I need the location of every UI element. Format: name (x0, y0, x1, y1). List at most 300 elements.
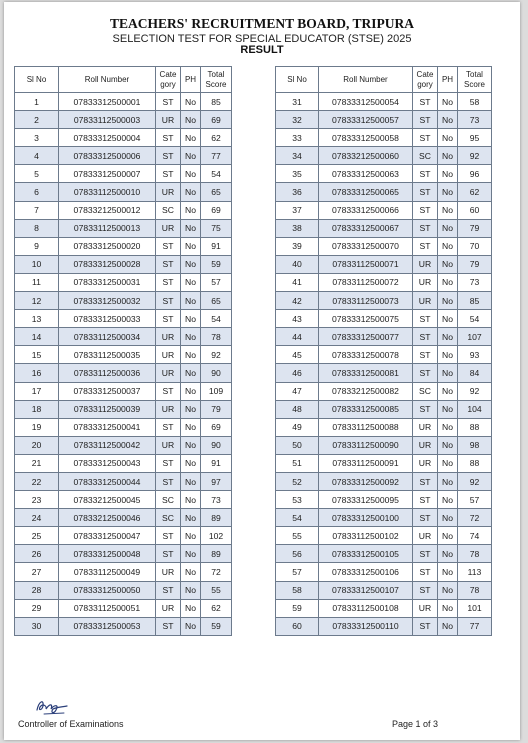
cell-ph: No (181, 563, 201, 581)
cell-category: SC (156, 491, 181, 509)
cell-total-score: 91 (201, 237, 232, 255)
cell-category: UR (156, 328, 181, 346)
cell-roll-number: 07833312500004 (59, 129, 156, 147)
cell-category: UR (156, 183, 181, 201)
cell-roll-number: 07833312500110 (319, 617, 413, 635)
cell-sl-no: 56 (276, 545, 319, 563)
cell-ph: No (438, 273, 458, 291)
cell-category: ST (413, 509, 438, 527)
cell-ph: No (438, 581, 458, 599)
cell-category: ST (413, 310, 438, 328)
table-row (276, 273, 492, 291)
cell-total-score: 79 (458, 255, 492, 273)
cell-category: ST (156, 93, 181, 111)
cell-ph: No (181, 346, 201, 364)
cell-total-score: 59 (201, 617, 232, 635)
cell-roll-number: 07833312500037 (59, 382, 156, 400)
cell-ph: No (438, 509, 458, 527)
table-row (276, 472, 492, 490)
cell-sl-no: 13 (15, 310, 59, 328)
table-row (276, 219, 492, 237)
cell-sl-no: 2 (15, 111, 59, 129)
cell-ph: No (438, 563, 458, 581)
cell-category: ST (156, 545, 181, 563)
document-header (4, 16, 520, 56)
table-row (276, 183, 492, 201)
table-row (276, 129, 492, 147)
cell-category: ST (413, 617, 438, 635)
cell-category: ST (413, 201, 438, 219)
cell-category: ST (156, 310, 181, 328)
cell-sl-no: 58 (276, 581, 319, 599)
cell-total-score: 69 (201, 111, 232, 129)
table-row (276, 328, 492, 346)
cell-ph: No (438, 292, 458, 310)
cell-sl-no: 18 (15, 400, 59, 418)
table-row (15, 563, 232, 581)
cell-roll-number: 07833312500054 (319, 93, 413, 111)
cell-ph: No (438, 165, 458, 183)
cell-ph: No (438, 454, 458, 472)
cell-ph: No (181, 509, 201, 527)
cell-sl-no: 28 (15, 581, 59, 599)
cell-roll-number: 07833312500067 (319, 219, 413, 237)
cell-ph: No (181, 255, 201, 273)
col-header-roll-number: Roll Number (319, 67, 413, 93)
cell-sl-no: 30 (15, 617, 59, 635)
cell-ph: No (438, 93, 458, 111)
cell-ph: No (181, 310, 201, 328)
table-row (276, 346, 492, 364)
cell-sl-no: 43 (276, 310, 319, 328)
cell-roll-number: 07833312500063 (319, 165, 413, 183)
cell-roll-number: 07833112500035 (59, 346, 156, 364)
cell-total-score: 73 (458, 273, 492, 291)
cell-sl-no: 6 (15, 183, 59, 201)
cell-roll-number: 07833112500013 (59, 219, 156, 237)
cell-roll-number: 07833312500100 (319, 509, 413, 527)
signature-image (34, 695, 74, 717)
cell-category: ST (156, 472, 181, 490)
cell-sl-no: 4 (15, 147, 59, 165)
document-page (4, 2, 520, 740)
table-row (276, 527, 492, 545)
cell-roll-number: 07833212500060 (319, 147, 413, 165)
cell-sl-no: 31 (276, 93, 319, 111)
cell-roll-number: 07833112500090 (319, 436, 413, 454)
cell-ph: No (438, 346, 458, 364)
cell-category: UR (413, 436, 438, 454)
cell-total-score: 72 (201, 563, 232, 581)
cell-total-score: 65 (201, 292, 232, 310)
cell-ph: No (438, 436, 458, 454)
cell-total-score: 89 (201, 509, 232, 527)
cell-total-score: 92 (458, 147, 492, 165)
cell-total-score: 69 (201, 418, 232, 436)
cell-total-score: 84 (458, 364, 492, 382)
cell-category: ST (156, 527, 181, 545)
cell-total-score: 89 (201, 545, 232, 563)
cell-ph: No (181, 219, 201, 237)
table-header-row (15, 67, 232, 93)
cell-category: UR (156, 563, 181, 581)
cell-ph: No (181, 147, 201, 165)
cell-sl-no: 51 (276, 454, 319, 472)
cell-category: ST (413, 346, 438, 364)
cell-sl-no: 44 (276, 328, 319, 346)
cell-ph: No (181, 491, 201, 509)
cell-total-score: 62 (458, 183, 492, 201)
cell-roll-number: 07833312500077 (319, 328, 413, 346)
cell-category: UR (413, 255, 438, 273)
cell-total-score: 102 (201, 527, 232, 545)
table-row (15, 364, 232, 382)
cell-roll-number: 07833312500107 (319, 581, 413, 599)
table-row (15, 255, 232, 273)
cell-total-score: 54 (201, 165, 232, 183)
cell-ph: No (181, 111, 201, 129)
cell-category: ST (413, 581, 438, 599)
cell-total-score: 92 (201, 346, 232, 364)
cell-sl-no: 24 (15, 509, 59, 527)
cell-sl-no: 46 (276, 364, 319, 382)
cell-total-score: 95 (458, 129, 492, 147)
table-row (276, 382, 492, 400)
cell-roll-number: 07833312500048 (59, 545, 156, 563)
cell-ph: No (181, 93, 201, 111)
cell-total-score: 98 (458, 436, 492, 454)
cell-category: ST (413, 364, 438, 382)
table-row (15, 328, 232, 346)
table-row (15, 581, 232, 599)
cell-category: ST (156, 581, 181, 599)
cell-sl-no: 48 (276, 400, 319, 418)
cell-ph: No (438, 545, 458, 563)
cell-ph: No (181, 436, 201, 454)
cell-ph: No (181, 472, 201, 490)
cell-sl-no: 35 (276, 165, 319, 183)
table-row (276, 310, 492, 328)
cell-sl-no: 49 (276, 418, 319, 436)
table-row (15, 599, 232, 617)
cell-total-score: 96 (458, 165, 492, 183)
table-row (15, 273, 232, 291)
cell-category: UR (413, 599, 438, 617)
cell-sl-no: 14 (15, 328, 59, 346)
cell-total-score: 69 (201, 201, 232, 219)
table-row (15, 219, 232, 237)
cell-roll-number: 07833312500095 (319, 491, 413, 509)
cell-category: ST (156, 418, 181, 436)
cell-ph: No (438, 418, 458, 436)
cell-ph: No (181, 364, 201, 382)
table-row (15, 418, 232, 436)
cell-ph: No (181, 165, 201, 183)
cell-category: ST (156, 147, 181, 165)
cell-ph: No (438, 599, 458, 617)
cell-ph: No (181, 328, 201, 346)
table-row (15, 165, 232, 183)
cell-total-score: 73 (201, 491, 232, 509)
cell-category: UR (156, 111, 181, 129)
cell-roll-number: 07833312500081 (319, 364, 413, 382)
cell-total-score: 78 (458, 581, 492, 599)
cell-ph: No (438, 201, 458, 219)
table-row (276, 581, 492, 599)
cell-roll-number: 07833312500092 (319, 472, 413, 490)
cell-total-score: 65 (201, 183, 232, 201)
cell-total-score: 97 (201, 472, 232, 490)
table-row (15, 292, 232, 310)
cell-category: ST (156, 237, 181, 255)
cell-sl-no: 22 (15, 472, 59, 490)
table-row (15, 93, 232, 111)
cell-total-score: 57 (458, 491, 492, 509)
cell-total-score: 91 (201, 454, 232, 472)
table-row (15, 491, 232, 509)
cell-sl-no: 39 (276, 237, 319, 255)
cell-category: UR (156, 346, 181, 364)
cell-ph: No (181, 545, 201, 563)
cell-sl-no: 3 (15, 129, 59, 147)
cell-total-score: 85 (458, 292, 492, 310)
cell-sl-no: 42 (276, 292, 319, 310)
cell-roll-number: 07833312500106 (319, 563, 413, 581)
table-row (276, 545, 492, 563)
cell-ph: No (438, 219, 458, 237)
col-header-category: Cate gory (413, 67, 438, 93)
table-row (15, 111, 232, 129)
cell-ph: No (181, 581, 201, 599)
cell-category: UR (413, 454, 438, 472)
cell-ph: No (181, 237, 201, 255)
table-row (276, 491, 492, 509)
cell-roll-number: 07833112500108 (319, 599, 413, 617)
cell-total-score: 62 (201, 599, 232, 617)
cell-sl-no: 19 (15, 418, 59, 436)
cell-ph: No (438, 328, 458, 346)
table-row (15, 509, 232, 527)
cell-category: UR (413, 273, 438, 291)
result-table-left (14, 66, 232, 636)
cell-total-score: 93 (458, 346, 492, 364)
cell-roll-number: 07833112500072 (319, 273, 413, 291)
cell-category: SC (413, 147, 438, 165)
cell-roll-number: 07833112500003 (59, 111, 156, 129)
cell-ph: No (438, 147, 458, 165)
cell-ph: No (181, 454, 201, 472)
cell-total-score: 88 (458, 418, 492, 436)
cell-roll-number: 07833312500032 (59, 292, 156, 310)
table-row (15, 400, 232, 418)
table-row (276, 165, 492, 183)
cell-roll-number: 07833112500010 (59, 183, 156, 201)
col-header-total-score: Total Score (201, 67, 232, 93)
col-header-category: Cate gory (156, 67, 181, 93)
cell-roll-number: 07833112500042 (59, 436, 156, 454)
cell-sl-no: 20 (15, 436, 59, 454)
cell-ph: No (438, 237, 458, 255)
cell-roll-number: 07833312500053 (59, 617, 156, 635)
cell-roll-number: 07833112500102 (319, 527, 413, 545)
cell-sl-no: 52 (276, 472, 319, 490)
cell-ph: No (181, 382, 201, 400)
cell-roll-number: 07833312500041 (59, 418, 156, 436)
cell-category: ST (156, 292, 181, 310)
cell-roll-number: 07833312500047 (59, 527, 156, 545)
cell-ph: No (181, 273, 201, 291)
table-row (15, 310, 232, 328)
table-row (15, 382, 232, 400)
table-row (15, 147, 232, 165)
cell-sl-no: 11 (15, 273, 59, 291)
cell-ph: No (438, 129, 458, 147)
table-row (276, 509, 492, 527)
cell-total-score: 60 (458, 201, 492, 219)
cell-category: SC (156, 509, 181, 527)
table-row (15, 436, 232, 454)
cell-ph: No (438, 617, 458, 635)
cell-roll-number: 07833312500033 (59, 310, 156, 328)
cell-category: ST (156, 255, 181, 273)
cell-total-score: 113 (458, 563, 492, 581)
cell-category: ST (413, 111, 438, 129)
cell-sl-no: 25 (15, 527, 59, 545)
cell-category: ST (413, 563, 438, 581)
cell-ph: No (438, 400, 458, 418)
cell-category: UR (156, 364, 181, 382)
cell-total-score: 72 (458, 509, 492, 527)
cell-category: ST (413, 237, 438, 255)
cell-roll-number: 07833312500007 (59, 165, 156, 183)
cell-category: ST (413, 219, 438, 237)
cell-sl-no: 21 (15, 454, 59, 472)
cell-total-score: 57 (201, 273, 232, 291)
cell-ph: No (181, 617, 201, 635)
cell-total-score: 74 (458, 527, 492, 545)
cell-total-score: 88 (458, 454, 492, 472)
cell-total-score: 101 (458, 599, 492, 617)
board-title: TEACHERS' RECRUITMENT BOARD, TRIPURA (109, 16, 415, 31)
cell-roll-number: 07833312500050 (59, 581, 156, 599)
cell-roll-number: 07833112500091 (319, 454, 413, 472)
cell-ph: No (438, 111, 458, 129)
cell-roll-number: 07833112500034 (59, 328, 156, 346)
cell-category: ST (413, 545, 438, 563)
table-row (276, 454, 492, 472)
cell-ph: No (181, 201, 201, 219)
cell-sl-no: 16 (15, 364, 59, 382)
cell-sl-no: 54 (276, 509, 319, 527)
table-row (15, 545, 232, 563)
table-row (276, 599, 492, 617)
cell-ph: No (438, 310, 458, 328)
cell-sl-no: 41 (276, 273, 319, 291)
cell-category: ST (413, 129, 438, 147)
cell-total-score: 58 (458, 93, 492, 111)
result-table-right (275, 66, 492, 636)
cell-total-score: 77 (458, 617, 492, 635)
cell-ph: No (438, 472, 458, 490)
cell-total-score: 92 (458, 472, 492, 490)
cell-category: SC (156, 201, 181, 219)
cell-ph: No (181, 129, 201, 147)
cell-roll-number: 07833112500049 (59, 563, 156, 581)
cell-roll-number: 07833312500001 (59, 93, 156, 111)
cell-category: UR (413, 527, 438, 545)
col-header-sl-no: Sl No (276, 67, 319, 93)
table-row (276, 201, 492, 219)
table-row (15, 454, 232, 472)
table-row (15, 472, 232, 490)
cell-sl-no: 47 (276, 382, 319, 400)
table-row (276, 93, 492, 111)
cell-category: ST (413, 183, 438, 201)
table-row (15, 237, 232, 255)
cell-roll-number: 07833212500012 (59, 201, 156, 219)
cell-sl-no: 8 (15, 219, 59, 237)
result-heading: RESULT (240, 44, 284, 56)
cell-category: ST (413, 400, 438, 418)
cell-sl-no: 53 (276, 491, 319, 509)
cell-sl-no: 38 (276, 219, 319, 237)
cell-sl-no: 60 (276, 617, 319, 635)
cell-ph: No (181, 599, 201, 617)
cell-total-score: 79 (201, 400, 232, 418)
cell-total-score: 73 (458, 111, 492, 129)
cell-total-score: 78 (201, 328, 232, 346)
table-row (15, 201, 232, 219)
table-row (276, 255, 492, 273)
controller-of-examinations-label: Controller of Examinations (18, 719, 124, 729)
cell-sl-no: 17 (15, 382, 59, 400)
cell-category: ST (413, 472, 438, 490)
cell-category: ST (156, 165, 181, 183)
cell-total-score: 85 (201, 93, 232, 111)
cell-total-score: 54 (201, 310, 232, 328)
cell-roll-number: 07833212500082 (319, 382, 413, 400)
col-header-ph: PH (438, 67, 458, 93)
cell-sl-no: 7 (15, 201, 59, 219)
cell-sl-no: 33 (276, 129, 319, 147)
cell-roll-number: 07833312500031 (59, 273, 156, 291)
cell-sl-no: 59 (276, 599, 319, 617)
cell-total-score: 109 (201, 382, 232, 400)
table-row (276, 147, 492, 165)
cell-total-score: 54 (458, 310, 492, 328)
cell-total-score: 92 (458, 382, 492, 400)
cell-sl-no: 55 (276, 527, 319, 545)
cell-category: UR (413, 292, 438, 310)
cell-total-score: 70 (458, 237, 492, 255)
cell-roll-number: 07833112500036 (59, 364, 156, 382)
cell-total-score: 75 (201, 219, 232, 237)
cell-roll-number: 07833312500078 (319, 346, 413, 364)
col-header-total-score: Total Score (458, 67, 492, 93)
cell-ph: No (438, 382, 458, 400)
cell-category: UR (156, 436, 181, 454)
cell-total-score: 59 (201, 255, 232, 273)
cell-roll-number: 07833312500065 (319, 183, 413, 201)
cell-roll-number: 07833112500051 (59, 599, 156, 617)
cell-category: UR (156, 219, 181, 237)
cell-ph: No (438, 183, 458, 201)
cell-roll-number: 07833312500028 (59, 255, 156, 273)
cell-total-score: 78 (458, 545, 492, 563)
table-row (276, 563, 492, 581)
cell-sl-no: 29 (15, 599, 59, 617)
cell-category: ST (156, 129, 181, 147)
